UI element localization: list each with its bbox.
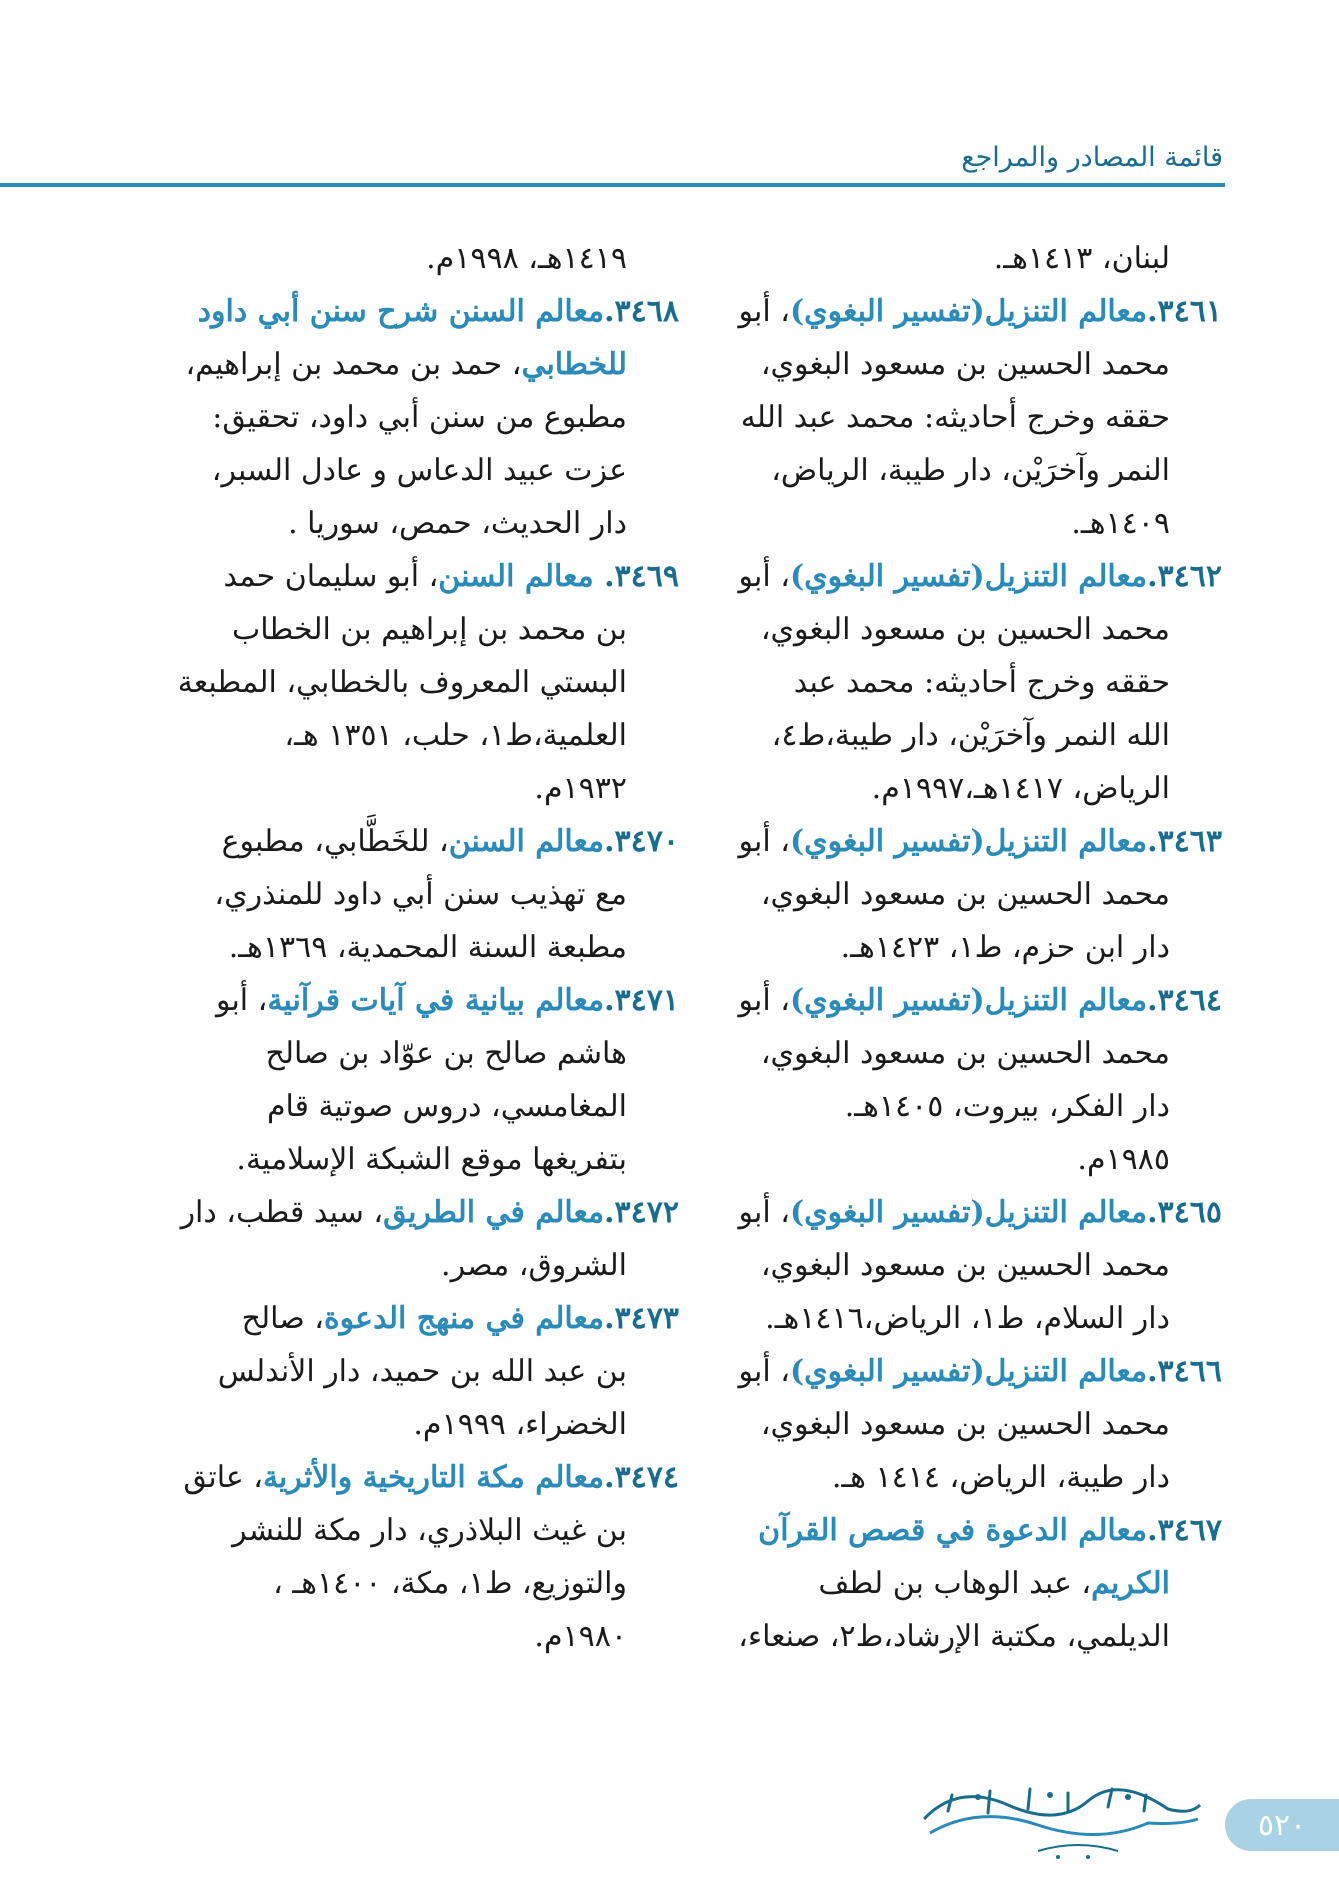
entry-3468 <box>196 285 679 338</box>
entry-number: ٣٤٧٣. <box>604 1301 679 1336</box>
page-number-badge <box>1225 1799 1339 1851</box>
entry-title: معالم مكة التاريخية والأثرية <box>262 1460 605 1495</box>
entry-author: ، أبو <box>738 294 790 329</box>
entry-author: ، أبو <box>215 983 268 1018</box>
entry-3473 <box>196 1292 679 1345</box>
text-line: محمد الحسين بن مسعود البغوي، <box>760 1036 1170 1071</box>
text-line: محمد الحسين بن مسعود البغوي، <box>760 347 1170 382</box>
entry-3471 <box>196 974 679 1027</box>
entry-title: معالم التنزيل(تفسير البغوي) <box>789 294 1148 329</box>
text-line: مع تهذيب سنن أبي داود للمنذري، <box>214 877 627 912</box>
entry-title-cont: للخطابي <box>521 347 627 382</box>
entry-3472 <box>180 1186 679 1239</box>
entry-3467 <box>732 1504 1222 1557</box>
text-line: مطبوع من سنن أبي داود، تحقيق: <box>212 400 627 435</box>
entry-title: معالم السنن شرح سنن أبي داود <box>197 294 605 329</box>
entry-3465 <box>732 1186 1222 1239</box>
header-rule <box>0 183 1225 187</box>
text-line: البستي المعروف بالخطابي، المطبعة <box>177 665 627 700</box>
entry-number: ٣٤٦١. <box>1147 294 1222 329</box>
text-line: الشروق، مصر. <box>441 1248 627 1283</box>
entry-3463 <box>732 815 1222 868</box>
entry-title: معالم في منهج الدعوة <box>323 1301 605 1336</box>
entry-title: معالم التنزيل(تفسير البغوي) <box>789 1195 1148 1230</box>
entry-author: ، أبو <box>738 824 790 859</box>
entry-number: ٣٤٦٨. <box>604 294 679 329</box>
encyclopedia-logo <box>918 1775 1206 1865</box>
text-line: الله النمر وآخرَيْن، دار طيبة،ط٤، <box>771 718 1170 753</box>
text-line: مطبعة السنة المحمدية، ١٣٦٩هـ. <box>228 930 627 965</box>
entry-title: معالم بيانية في آيات قرآنية <box>267 983 605 1018</box>
entry-number: ٣٤٧٠. <box>604 824 679 859</box>
entry-3466 <box>732 1345 1222 1398</box>
text-line <box>185 338 679 391</box>
entry-number: ٣٤٧١. <box>604 983 679 1018</box>
entry-author: ، عبد الوهاب بن لطف <box>818 1566 1092 1601</box>
text-line: الديلمي، مكتبة الإرشاد،ط٢، صنعاء، <box>738 1619 1170 1654</box>
text-line: دار طيبة، الرياض، ١٤١٤ هـ. <box>831 1460 1170 1495</box>
text-line: محمد الحسين بن مسعود البغوي، <box>760 1248 1170 1283</box>
entry-author: ، أبو <box>738 1195 790 1230</box>
entry-3474 <box>183 1451 679 1504</box>
text-line: حققه وخرج أحاديثه: محمد عبد <box>793 665 1170 700</box>
entry-3470 <box>196 815 679 868</box>
text-line: المغامسي، دروس صوتية قام <box>266 1089 627 1124</box>
entry-author: ، أبو سليمان حمد <box>223 559 439 594</box>
text-line: بن غيث البلاذري، دار مكة للنشر <box>232 1513 627 1548</box>
entry-number: ٣٤٧٤. <box>604 1460 679 1495</box>
entry-author: ، عاتق <box>183 1460 263 1495</box>
entry-title: معالم السنن <box>448 824 605 859</box>
text-line: ١٩٨٥م. <box>1077 1142 1170 1177</box>
page-number: ٥٢٠ <box>1257 1807 1307 1843</box>
text-line: دار الفكر، بيروت، ١٤٠٥هـ. <box>844 1089 1170 1124</box>
entry-title: معالم التنزيل(تفسير البغوي) <box>789 1354 1148 1389</box>
entry-author: ، أبو <box>738 559 790 594</box>
entry-author: ، أبو <box>738 1354 790 1389</box>
entry-title: معالم التنزيل(تفسير البغوي) <box>789 824 1148 859</box>
text-line: بن عبد الله بن حميد، دار الأندلس <box>217 1354 627 1389</box>
entry-author: ، حمد بن محمد بن إبراهيم، <box>185 347 522 382</box>
text-line: العلمية،ط١، حلب، ١٣٥١ هـ، <box>284 718 627 753</box>
text-line: دار السلام، ط١، الرياض،١٤١٦هـ. <box>765 1301 1170 1336</box>
entry-number: ٣٤٦٦. <box>1147 1354 1222 1389</box>
entry-author: ، صالح <box>241 1301 324 1336</box>
entry-number: ٣٤٦٢. <box>1147 559 1222 594</box>
text-line: النمر وآخرَيْن، دار طيبة، الرياض، <box>771 453 1170 488</box>
entry-number: ٣٤٦٧. <box>1147 1513 1222 1548</box>
entry-number: ٣٤٦٩. <box>604 559 679 594</box>
entry-title: معالم التنزيل(تفسير البغوي) <box>789 983 1148 1018</box>
entry-number: ٣٤٦٤. <box>1147 983 1222 1018</box>
entry-3462 <box>732 550 1222 603</box>
entry-number: ٣٤٦٣. <box>1147 824 1222 859</box>
text-line: دار الحديث، حمص، سوريا . <box>288 506 627 541</box>
entry-author: ، سيد قطب، دار <box>180 1195 384 1230</box>
text-line: الخضراء، ١٩٩٩م. <box>413 1407 627 1442</box>
entry-number: ٣٤٦٥. <box>1147 1195 1222 1230</box>
text-line: عزت عبيد الدعاس و عادل السبر، <box>211 453 627 488</box>
text-line: ١٩٨٠م. <box>534 1619 627 1654</box>
text-line: الرياض، ١٤١٧هـ،١٩٩٧م. <box>871 771 1170 806</box>
text-line: لبنان، ١٤١٣هـ. <box>993 241 1170 276</box>
entry-author: ، للخَطَّابي، مطبوع <box>221 824 449 859</box>
text-line: حققه وخرج أحاديثه: محمد عبد الله <box>740 400 1170 435</box>
text-line: بتفريغها موقع الشبكة الإسلامية. <box>236 1142 627 1177</box>
text-line <box>732 1557 1222 1610</box>
text-line: محمد الحسين بن مسعود البغوي، <box>760 1407 1170 1442</box>
entry-3464 <box>732 974 1222 1027</box>
text-line: محمد الحسين بن مسعود البغوي، <box>760 612 1170 647</box>
right-column <box>732 232 1222 1663</box>
left-column <box>177 232 679 1663</box>
entry-title: معالم في الطريق <box>383 1195 605 1230</box>
text-line: بن محمد بن إبراهيم بن الخطاب <box>231 612 627 647</box>
text-line: محمد الحسين بن مسعود البغوي، <box>760 877 1170 912</box>
entry-number: ٣٤٧٢. <box>604 1195 679 1230</box>
text-line: والتوزيع، ط١، مكة، ١٤٠٠هـ ، <box>273 1566 627 1601</box>
entry-title: معالم التنزيل(تفسير البغوي) <box>789 559 1148 594</box>
entry-title: معالم الدعوة في قصص القرآن <box>758 1513 1148 1548</box>
entry-3469 <box>196 550 679 603</box>
text-line: ١٤١٩هـ، ١٩٩٨م. <box>426 241 627 276</box>
entry-author: ، أبو <box>738 983 790 1018</box>
running-header: قائمة المصادر والمراجع <box>961 142 1223 173</box>
text-line: دار ابن حزم، ط١، ١٤٢٣هـ. <box>840 930 1170 965</box>
entry-title: معالم السنن <box>438 559 605 594</box>
text-line: ١٤٠٩هـ. <box>1071 506 1170 541</box>
entry-title-cont: الكريم <box>1091 1566 1170 1601</box>
entry-3461 <box>732 285 1222 338</box>
text-line: ١٩٣٢م. <box>534 771 627 806</box>
text-line: هاشم صالح بن عوّاد بن صالح <box>265 1036 627 1071</box>
